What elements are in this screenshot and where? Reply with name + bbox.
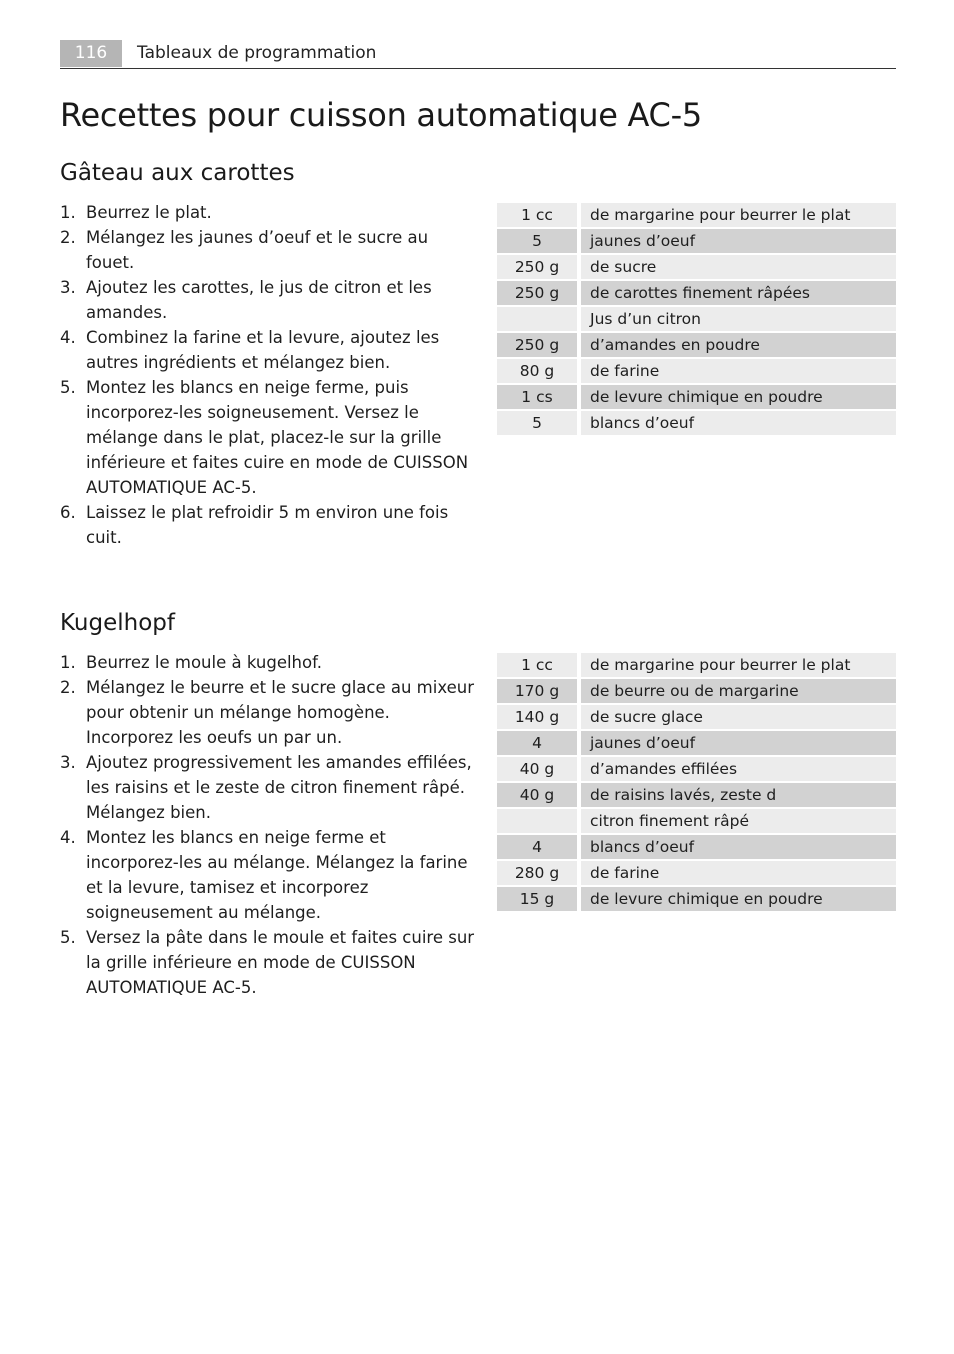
section-name: Tableaux de programmation <box>137 43 377 63</box>
ingredient-row <box>497 359 896 383</box>
ingredient-desc: citron finement râpé <box>581 809 896 833</box>
step-text: Montez les blancs en neige ferme et incorporez-les au mélange. Mélangez la farine et la levure, tamisez et incorporez soigneusement au mélange. <box>86 828 468 922</box>
ingredient-row <box>497 229 896 253</box>
recipe-title-carrot-cake: Gâteau aux carottes <box>60 160 295 186</box>
recipe-steps-kugelhopf <box>60 650 480 1000</box>
step-number: 3. <box>60 278 76 297</box>
ingredient-qty: 250 g <box>497 333 577 357</box>
ingredient-qty: 5 <box>497 411 577 435</box>
ingredient-desc: blancs d’oeuf <box>581 411 896 435</box>
step-number: 4. <box>60 828 76 847</box>
ingredients-table-kugelhopf <box>497 651 896 913</box>
ingredient-desc: de sucre glace <box>581 705 896 729</box>
ingredient-desc: d’amandes effilées <box>581 757 896 781</box>
ingredient-qty: 1 cc <box>497 203 577 227</box>
ingredient-qty: 140 g <box>497 705 577 729</box>
step-text: Beurrez le plat. <box>86 203 212 222</box>
step-number: 5. <box>60 378 76 397</box>
ingredient-qty: 40 g <box>497 757 577 781</box>
ingredients-table-carrot-cake <box>497 201 896 437</box>
ingredient-row <box>497 653 896 677</box>
ingredient-row <box>497 783 896 807</box>
ingredient-desc: de levure chimique en poudre <box>581 385 896 409</box>
ingredient-desc: de farine <box>581 359 896 383</box>
step <box>60 750 480 825</box>
ingredient-desc: jaunes d’oeuf <box>581 731 896 755</box>
ingredient-qty: 280 g <box>497 861 577 885</box>
step <box>60 500 480 550</box>
step <box>60 325 480 375</box>
ingredient-qty: 250 g <box>497 281 577 305</box>
ingredient-desc: de farine <box>581 861 896 885</box>
ingredient-desc: de beurre ou de margarine <box>581 679 896 703</box>
step <box>60 825 480 925</box>
ingredient-qty: 40 g <box>497 783 577 807</box>
ingredient-row <box>497 887 896 911</box>
step-number: 6. <box>60 503 76 522</box>
recipe-title-kugelhopf: Kugelhopf <box>60 610 175 636</box>
ingredient-row <box>497 385 896 409</box>
ingredient-desc: de sucre <box>581 255 896 279</box>
ingredient-row <box>497 809 896 833</box>
ingredient-row <box>497 307 896 331</box>
step-text: Laissez le plat refroidir 5 m environ une fois cuit. <box>86 503 449 547</box>
step-text: Ajoutez les carottes, le jus de citron et les amandes. <box>86 278 432 322</box>
ingredient-desc: d’amandes en poudre <box>581 333 896 357</box>
step-text: Ajoutez progressivement les amandes effilées, les raisins et le zeste de citron finement râpé. Mélangez bien. <box>86 753 472 822</box>
step-number: 1. <box>60 203 76 222</box>
step <box>60 200 480 225</box>
ingredient-desc: de margarine pour beurrer le plat <box>581 653 896 677</box>
ingredient-row <box>497 705 896 729</box>
ingredient-row <box>497 835 896 859</box>
step <box>60 275 480 325</box>
step <box>60 675 480 750</box>
step-text: Versez la pâte dans le moule et faites cuire sur la grille inférieure en mode de CUISSON AUTOMATIQUE AC-5. <box>86 928 475 997</box>
ingredient-qty: 4 <box>497 731 577 755</box>
step <box>60 375 480 500</box>
ingredient-qty: 1 cc <box>497 653 577 677</box>
ingredient-row <box>497 411 896 435</box>
ingredient-desc: jaunes d’oeuf <box>581 229 896 253</box>
recipe-steps-carrot-cake <box>60 200 480 550</box>
ingredient-row <box>497 861 896 885</box>
step-text: Combinez la farine et la levure, ajoutez les autres ingrédients et mélangez bien. <box>86 328 440 372</box>
page-header <box>60 40 896 69</box>
step-text: Mélangez le beurre et le sucre glace au mixeur pour obtenir un mélange homogène. Incorporez les oeufs un par un. <box>86 678 474 747</box>
ingredient-desc: de margarine pour beurrer le plat <box>581 203 896 227</box>
step-number: 4. <box>60 328 76 347</box>
ingredient-desc: de levure chimique en poudre <box>581 887 896 911</box>
step-text: Beurrez le moule à kugelhof. <box>86 653 322 672</box>
step-number: 3. <box>60 753 76 772</box>
step <box>60 225 480 275</box>
step-text: Mélangez les jaunes d’oeuf et le sucre au fouet. <box>86 228 429 272</box>
ingredient-desc: blancs d’oeuf <box>581 835 896 859</box>
ingredient-qty <box>497 307 577 331</box>
step-number: 2. <box>60 678 76 697</box>
ingredient-qty: 15 g <box>497 887 577 911</box>
ingredient-row <box>497 679 896 703</box>
ingredient-row <box>497 255 896 279</box>
step-number: 1. <box>60 653 76 672</box>
ingredient-row <box>497 333 896 357</box>
ingredient-qty: 5 <box>497 229 577 253</box>
page-title: Recettes pour cuisson automatique AC-5 <box>60 96 702 134</box>
ingredient-desc: de carottes finement râpées <box>581 281 896 305</box>
page-number: 116 <box>60 40 122 67</box>
ingredient-qty <box>497 809 577 833</box>
ingredient-row <box>497 757 896 781</box>
step <box>60 650 480 675</box>
ingredient-row <box>497 203 896 227</box>
ingredient-qty: 4 <box>497 835 577 859</box>
ingredient-desc: de raisins lavés, zeste d <box>581 783 896 807</box>
step-text: Montez les blancs en neige ferme, puis incorporez-les soigneusement. Versez le mélange dans le plat, placez-le sur la grille inférieure et faites cuire en mode de CUISSON AUTOMATIQUE AC-5. <box>86 378 469 497</box>
ingredient-row <box>497 281 896 305</box>
ingredient-row <box>497 731 896 755</box>
step-number: 5. <box>60 928 76 947</box>
step <box>60 925 480 1000</box>
ingredient-qty: 250 g <box>497 255 577 279</box>
ingredient-qty: 170 g <box>497 679 577 703</box>
step-number: 2. <box>60 228 76 247</box>
ingredient-qty: 1 cs <box>497 385 577 409</box>
ingredient-qty: 80 g <box>497 359 577 383</box>
ingredient-desc: Jus d’un citron <box>581 307 896 331</box>
